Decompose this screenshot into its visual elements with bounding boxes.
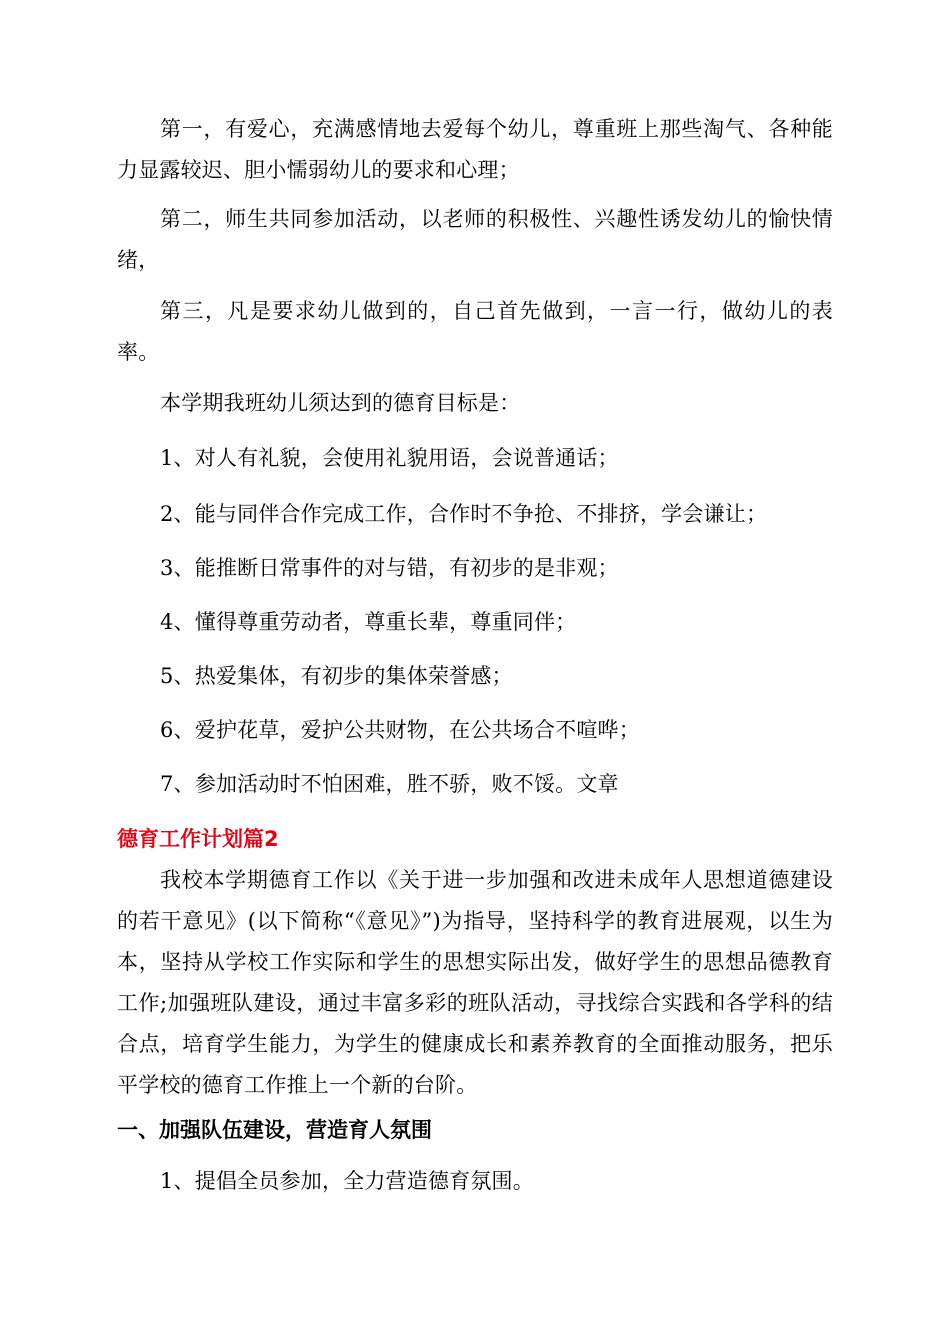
paragraph-goals-intro: 本学期我班幼儿须达到的德育目标是： [160, 391, 521, 415]
subheading: 一、加强队伍建设，营造育人氛围 [117, 1118, 432, 1142]
goal-item-7: 7、参加活动时不怕困难，胜不骄，败不馁。文章 [160, 772, 619, 796]
paragraph-first: 第一，有爱心，充满感情地去爱每个幼儿，尊重班上那些淘气、各种能力显露较迟、胆小懦弱幼儿的要求和心理； [117, 117, 833, 182]
goal-item-5: 5、热爱集体，有初步的集体荣誉感； [160, 664, 513, 688]
paragraph-second: 第二，师生共同参加活动，以老师的积极性、兴趣性诱发幼儿的愉快情绪， [117, 207, 833, 272]
section-intro-paragraph: 我校本学期德育工作以《关于进一步加强和改进未成年人思想道德建设的若干意见》(以下简称“《意见》”)为指导，坚持科学的教育进展观，以生为本，坚持从学校工作实际和学生的思想实际出发，做好学生的思想品德教育工作;加强班队建设，通过丰富多彩的班队活动，寻找综合实践和各学科的结合点，培育学生能力，为学生的健康成长和素养教育的全面推动服务，把乐平学校的德育工作推上一个新的台阶。 [117, 868, 833, 1097]
goal-item-3: 3、能推断日常事件的对与错，有初步的是非观； [160, 556, 619, 580]
subsection-item-1: 1、提倡全员参加，全力营造德育氛围。 [160, 1169, 534, 1193]
goal-item-6: 6、爱护花草，爱护公共财物，在公共场合不喧哗； [160, 718, 640, 742]
paragraph-third: 第三，凡是要求幼儿做到的，自己首先做到，一言一行，做幼儿的表率。 [117, 299, 833, 364]
goal-item-2: 2、能与同伴合作完成工作，合作时不争抢、不排挤，学会谦让； [160, 502, 768, 526]
goal-item-1: 1、对人有礼貌，会使用礼貌用语，会说普通话； [160, 446, 619, 470]
section-title: 德育工作计划篇2 [117, 827, 279, 851]
goal-item-4: 4、懂得尊重劳动者，尊重长辈，尊重同伴； [160, 610, 577, 634]
